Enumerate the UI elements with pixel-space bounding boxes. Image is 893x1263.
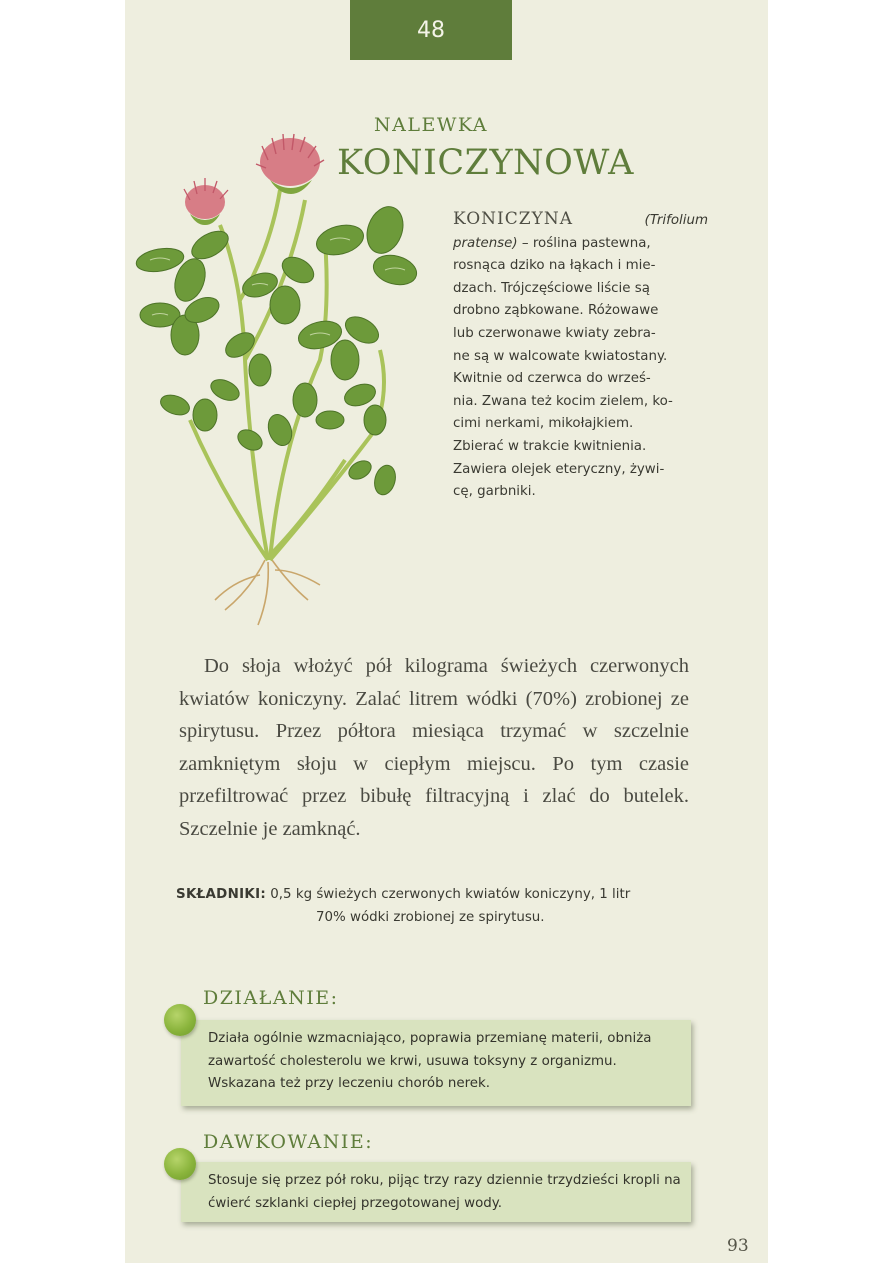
clover-illustration <box>130 130 430 630</box>
description-line: nia. Zwana też kocim zielem, ko- <box>453 393 673 409</box>
root-icon <box>215 560 320 625</box>
ingredients-line: 70% wódki zrobionej ze spirytusu. <box>316 910 545 925</box>
dosage-heading: DAWKOWANIE: <box>203 1131 374 1153</box>
ingredients <box>176 883 696 929</box>
action-heading: DZIAŁANIE: <box>203 987 339 1009</box>
ingredients-label: SKŁADNIKI: <box>176 887 266 902</box>
action-box <box>181 1020 691 1106</box>
title-koniczynowa: KONICZYNOWA <box>337 143 634 183</box>
book-page <box>125 0 768 1263</box>
action-text: Działa ogólnie wzmacniająco, poprawia przemianę materii, obniża zawartość cholesterolu we krwi, usuwa toksyny z organizmu. Wskazana też przy leczeniu chorób nerek. <box>208 1031 652 1092</box>
ingredients-line: 0,5 kg świeżych czerwonych kwiatów koniczyny, 1 litr <box>270 887 631 902</box>
plant-description <box>453 208 708 504</box>
description-line: rosnąca dziko na łąkach i mie- <box>453 258 656 274</box>
dosage-text: Stosuje się przez pół roku, pijąc trzy razy dziennie trzydzieści kropli na ćwierć szklanki ciepłej przegotowanej wody. <box>208 1173 681 1211</box>
description-line: – roślina pastewna, <box>517 235 651 251</box>
description-line: cę, garbniki. <box>453 484 536 500</box>
description-line: cimi nerkami, mikołajkiem. <box>453 416 634 432</box>
description-latin-name: (Trifolium pratense) <box>453 213 708 251</box>
leaf-icon <box>134 202 419 497</box>
bullet-dot-icon <box>164 1004 196 1036</box>
description-line: ne są w walcowate kwiatostany. <box>453 348 668 364</box>
dosage-box <box>181 1162 691 1222</box>
description-line: Zbierać w trakcie kwitnienia. <box>453 438 647 454</box>
description-line: Zawiera olejek eteryczny, żywi- <box>453 461 665 477</box>
description-line: lub czerwonawe kwiaty zebra- <box>453 325 656 341</box>
page-number: 93 <box>727 1236 749 1256</box>
bullet-dot-icon <box>164 1148 196 1180</box>
page-tab-number: 48 <box>350 0 512 60</box>
title-nalewka: NALEWKA <box>374 114 489 136</box>
description-line: dzach. Trójczęściowe liście są <box>453 280 650 296</box>
description-line: Kwitnie od czerwca do wrześ- <box>453 371 651 387</box>
description-line: drobno ząbkowane. Różowawe <box>453 303 659 319</box>
recipe-text: Do słoja włożyć pół kilograma świeżych czerwonych kwiatów koniczyny. Zalać litrem wódki (70%) zrobionej ze spirytusu. Przez półtora miesiąca trzymać w szczelnie zamkniętym słoju w ciepłym miejscu. Po tym czasie przefiltrować przez bibułę filtracyjną i zlać do butelek. Szczelnie je zamknąć. <box>179 655 689 840</box>
description-keyword: KONICZYNA <box>453 209 573 229</box>
